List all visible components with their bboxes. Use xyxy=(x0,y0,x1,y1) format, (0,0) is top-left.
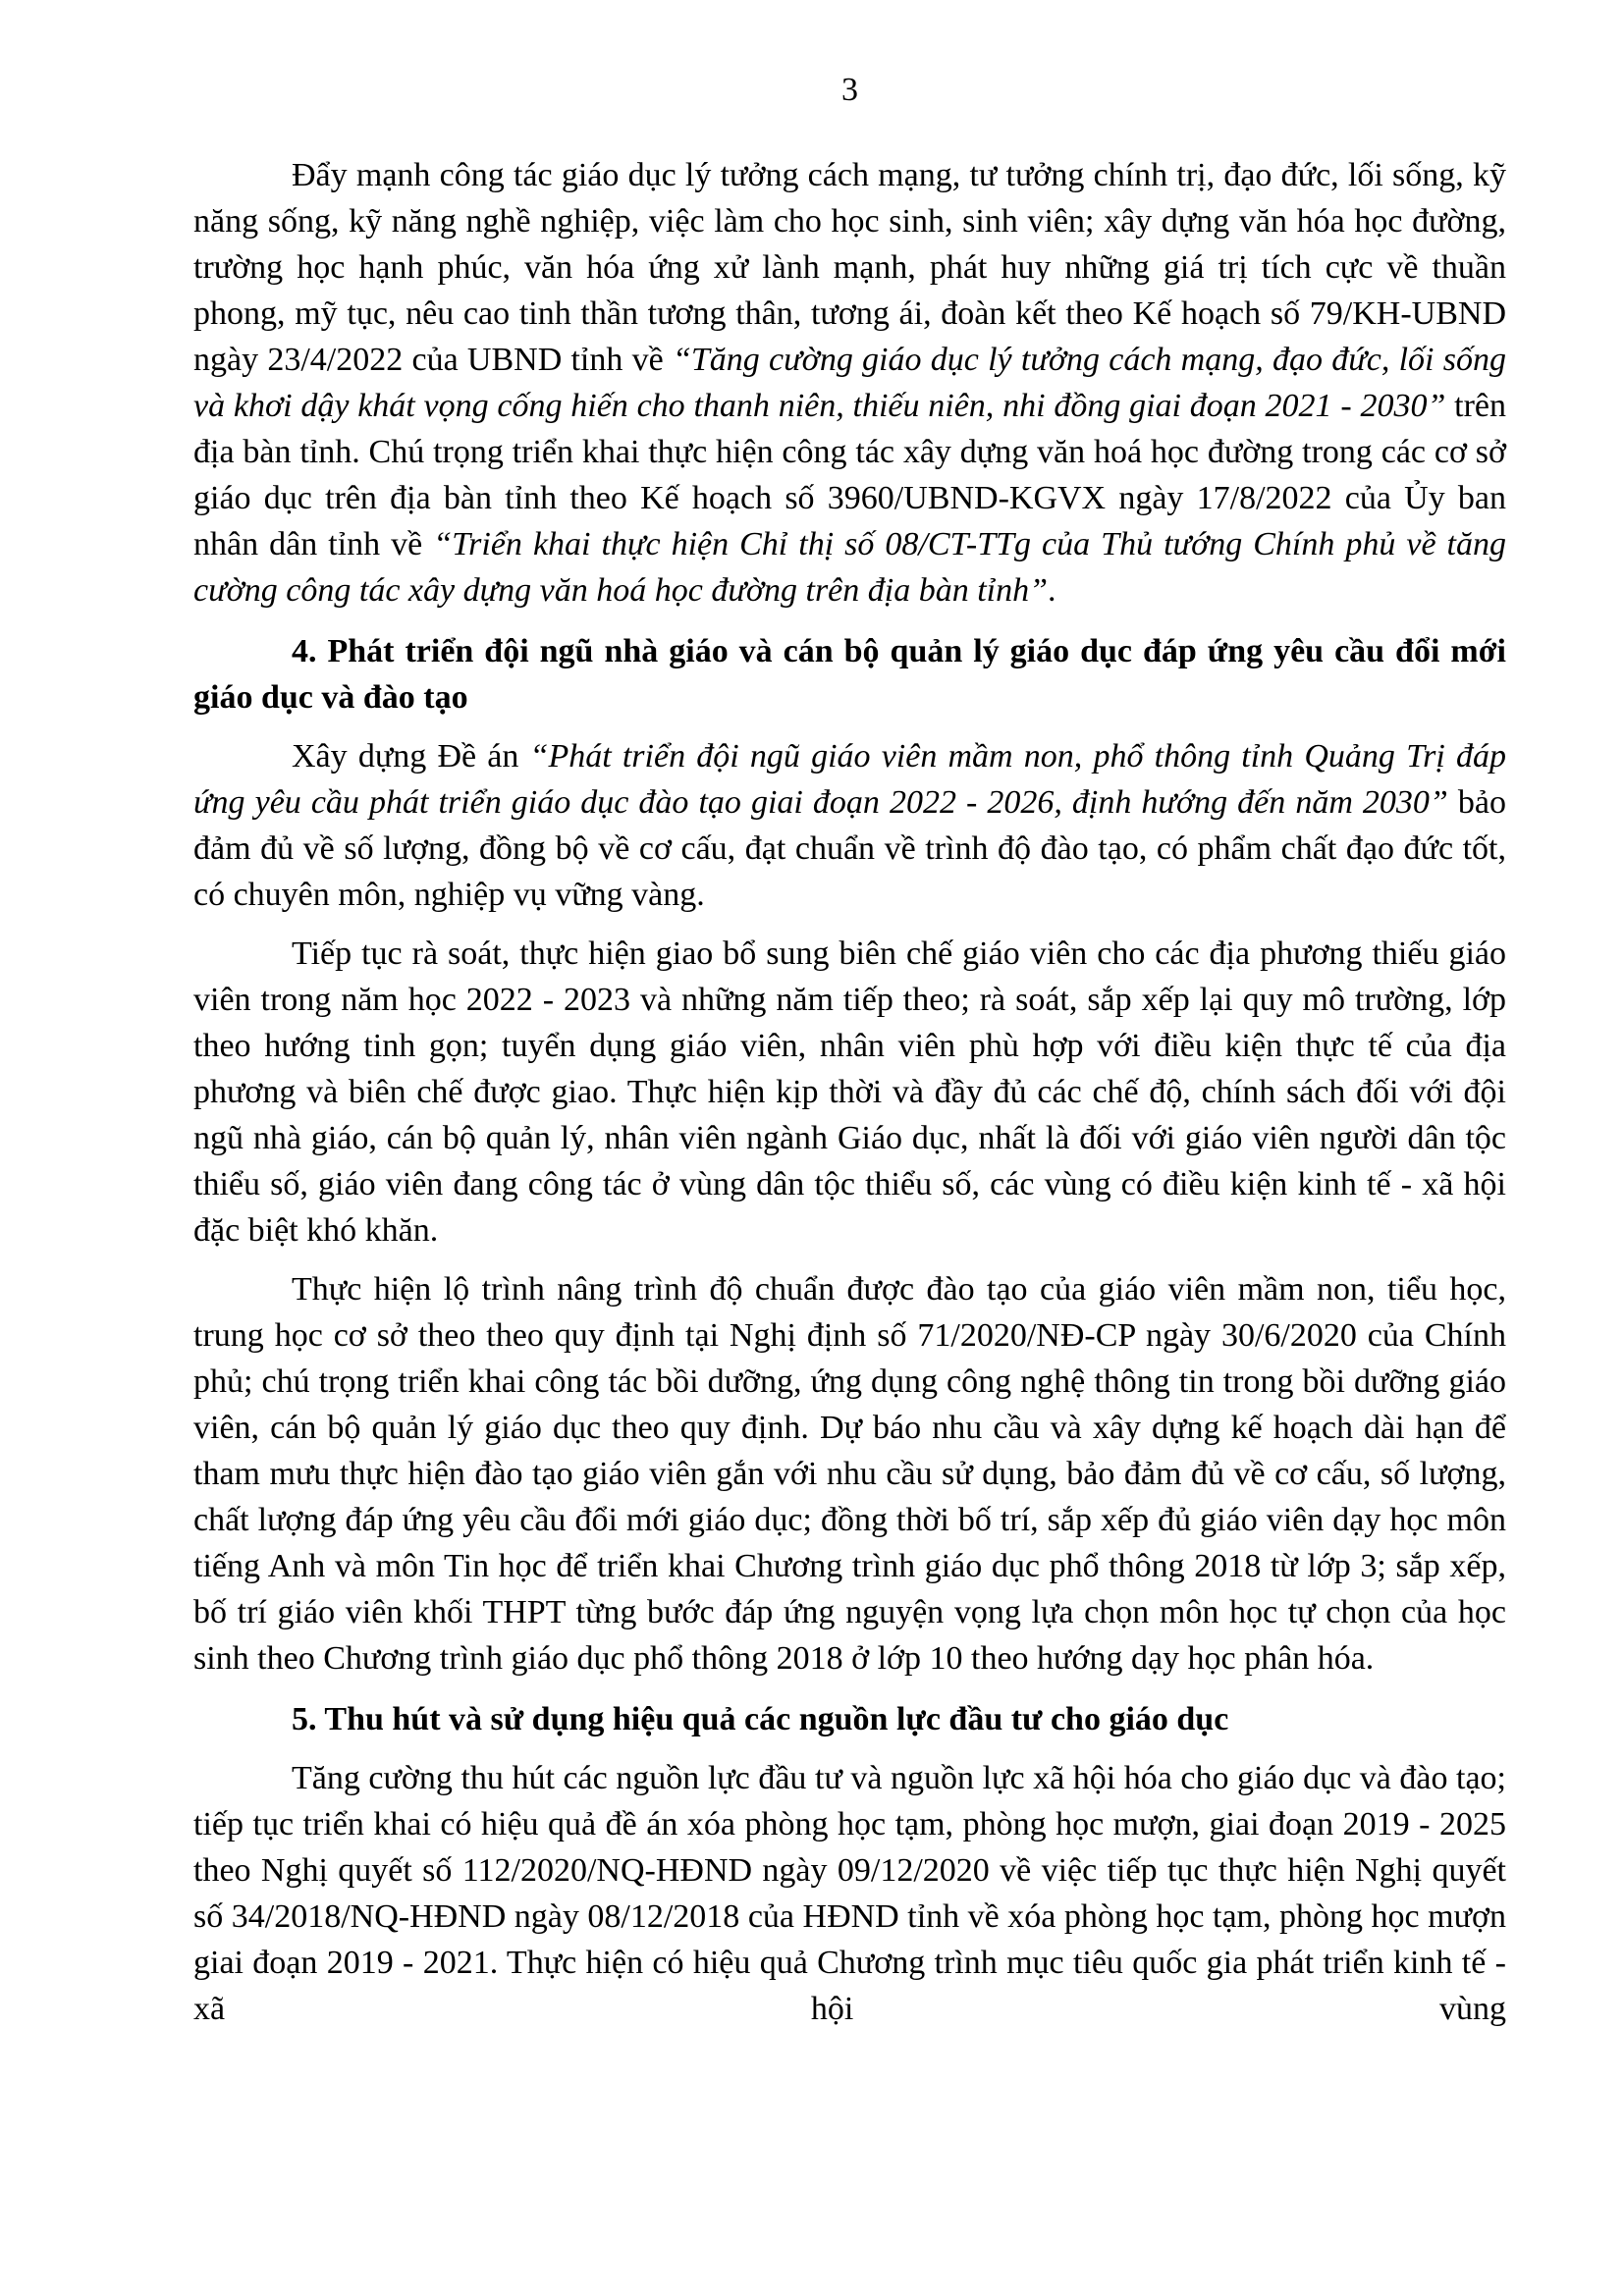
quoted-project-title: “Phát triển đội ngũ giáo viên mầm non, phổ thông tỉnh Quảng Trị đáp ứng yêu cầu phát triển giáo dục đào tạo giai đoạn 2022 - 2026, định hướng đến năm 2030” xyxy=(193,738,1506,821)
heading-section-4: 4. Phát triển đội ngũ nhà giáo và cán bộ quản lý giáo dục đáp ứng yêu cầu đổi mới giáo dục và đào tạo xyxy=(193,633,1506,716)
paragraph-investment-resources: Tăng cường thu hút các nguồn lực đầu tư và nguồn lực xã hội hóa cho giáo dục và đào tạo; tiếp tục triển khai có hiệu quả đề án xóa phòng học tạm, phòng học mượn, giai đoạn 2019 - 2025 theo Nghị quyết số 112/2020/NQ-HĐND ngày 09/12/2020 về việc tiếp tục thực hiện Nghị quyết số 34/2018/NQ-HĐND ngày 08/12/2018 của HĐND tỉnh về xóa phòng học tạm, phòng học mượn giai đoạn 2019 - 2021. Thực hiện có hiệu quả Chương trình mục tiêu quốc gia phát triển kinh tế - xã hội vùng xyxy=(193,1760,1506,2027)
text-run: bảo đảm đủ về số lượng, đồng bộ về cơ cấu, đạt chuẩn về trình độ đào tạo, có phẩm chất đạo đức tốt, có chuyên môn, nghiệp vụ vững vàng. xyxy=(193,784,1506,913)
text-run: . xyxy=(1048,572,1056,609)
paragraph-teacher-staffing: Tiếp tục rà soát, thực hiện giao bổ sung biên chế giáo viên cho các địa phương thiếu giáo viên trong năm học 2022 - 2023 và những năm tiếp theo; rà soát, sắp xếp lại quy mô trường, lớp theo hướng tinh gọn; tuyển dụng giáo viên, nhân viên phù hợp với điều kiện thực tế của địa phương và biên chế được giao. Thực hiện kịp thời và đầy đủ các chế độ, chính sách đối với đội ngũ nhà giáo, cán bộ quản lý, nhân viên ngành Giáo dục, nhất là đối với giáo viên người dân tộc thiểu số, giáo viên đang công tác ở vùng dân tộc thiểu số, các vùng có điều kiện kinh tế - xã hội đặc biệt khó khăn. xyxy=(193,935,1506,1249)
text-run: trên địa bàn tỉnh. Chú trọng triển khai thực hiện công tác xây dựng văn hoá học đường trong các cơ sở giáo dục trên địa bàn tỉnh theo Kế hoạch số 3960/UBND-KGVX ngày 17/8/2022 của Ủy ban nhân dân tỉnh về xyxy=(193,388,1506,562)
paragraph-teacher-standards: Thực hiện lộ trình nâng trình độ chuẩn được đào tạo của giáo viên mầm non, tiểu học, trung học cơ sở theo theo quy định tại Nghị định số 71/2020/NĐ-CP ngày 30/6/2020 của Chính phủ; chú trọng triển khai công tác bồi dưỡng, ứng dụng công nghệ thông tin trong bồi dưỡng giáo viên, cán bộ quản lý giáo dục theo quy định. Dự báo nhu cầu và xây dựng kế hoạch dài hạn để tham mưu thực hiện đào tạo giáo viên gắn với nhu cầu sử dụng, bảo đảm đủ về cơ cấu, số lượng, chất lượng đáp ứng yêu cầu đổi mới giáo dục; đồng thời bố trí, sắp xếp đủ giáo viên dạy học môn tiếng Anh và môn Tin học để triển khai Chương trình giáo dục phổ thông 2018 từ lớp 3; sắp xếp, bố trí giáo viên khối THPT từng bước đáp ứng nguyện vọng lựa chọn môn học tự chọn của học sinh theo Chương trình giáo dục phổ thông 2018 ở lớp 10 theo hướng dạy học phân hóa. xyxy=(193,1271,1506,1677)
page-number: 3 xyxy=(841,72,858,108)
paragraph-ideology-education xyxy=(193,152,1506,614)
quoted-plan-title-79: “Tăng cường giáo dục lý tưởng cách mạng, đạo đức, lối sống và khơi dậy khát vọng cống hiến cho thanh niên, thiếu niên, nhi đồng giai đoạn 2021 - 2030” xyxy=(193,342,1506,424)
text-run: Đẩy mạnh công tác giáo dục lý tưởng cách mạng, tư tưởng chính trị, đạo đức, lối sống, kỹ năng sống, kỹ năng nghề nghiệp, việc làm cho học sinh, sinh viên; xây dựng văn hóa học đường, trường học hạnh phúc, văn hóa ứng xử lành mạnh, phát huy những giá trị tích cực về thuần phong, mỹ tục, nêu cao tinh thần tương thân, tương ái, đoàn kết theo Kế hoạch số 79/KH-UBND ngày 23/4/2022 của UBND tỉnh về xyxy=(193,157,1506,378)
paragraph-teacher-project xyxy=(193,733,1506,918)
quoted-directive-title-08: “Triển khai thực hiện Chỉ thị số 08/CT-TTg của Thủ tướng Chính phủ về tăng cường công tác xây dựng văn hoá học đường trên địa bàn tỉnh” xyxy=(193,526,1507,609)
heading-section-5: 5. Thu hút và sử dụng hiệu quả các nguồn lực đầu tư cho giáo dục xyxy=(292,1701,1229,1737)
text-run: Xây dựng Đề án xyxy=(292,738,530,774)
